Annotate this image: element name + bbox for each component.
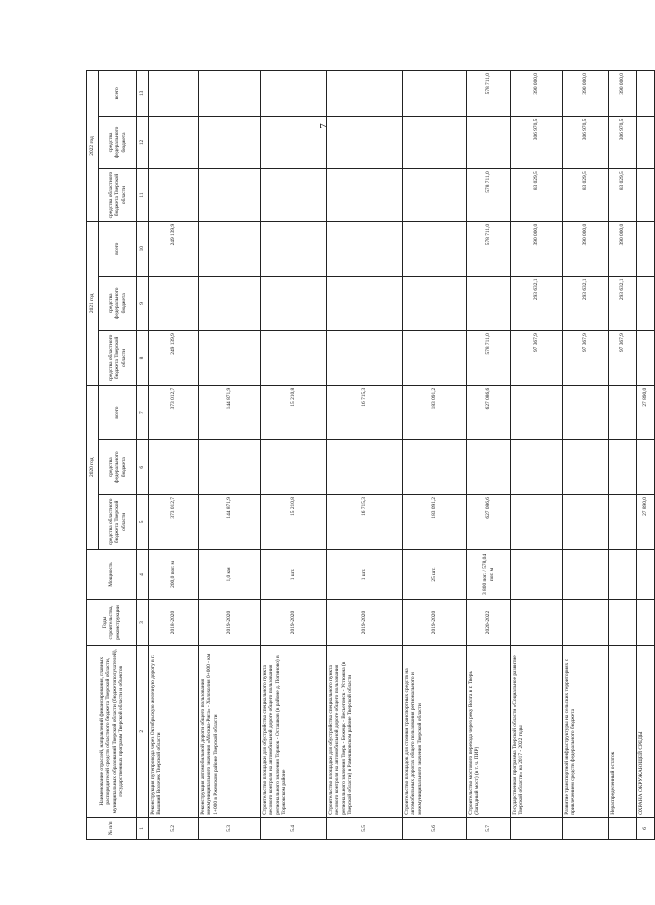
total-2022 bbox=[199, 71, 261, 117]
federal-2021: 293 632,1 bbox=[563, 276, 609, 331]
total-2021 bbox=[327, 221, 403, 276]
row-number: 5.2 bbox=[149, 817, 199, 839]
total-2022 bbox=[637, 71, 655, 117]
index-cell: 2 bbox=[137, 645, 149, 817]
regional-2020: 627 086,6 bbox=[467, 495, 511, 550]
total-2022 bbox=[261, 71, 327, 117]
header-year-2022: 2022 год bbox=[87, 71, 99, 222]
total-2021: 390 000,0 bbox=[511, 221, 563, 276]
page-number: 7 bbox=[318, 123, 330, 129]
total-2021: 390 000,0 bbox=[563, 221, 609, 276]
row-capacity bbox=[609, 549, 637, 600]
federal-2020 bbox=[149, 440, 199, 495]
row-years bbox=[563, 600, 609, 646]
federal-2022: 306 970,5 bbox=[563, 116, 609, 169]
table-row bbox=[149, 71, 199, 840]
federal-2020 bbox=[327, 440, 403, 495]
regional-2020: 27 890,0 bbox=[637, 495, 655, 550]
row-name: Строительство площадки для обустройства специального пункта весового контроля на автомобильной дороге общего пользования регионального значения Тверь - Бежецк - Весьегонск - Устюжна (в Тверской области) в Рамешковском районе Тверской области bbox=[327, 645, 403, 817]
header-year-2020: 2020 год bbox=[87, 385, 99, 549]
row-capacity: 1 шт. bbox=[327, 549, 403, 600]
federal-2021: 293 632,1 bbox=[511, 276, 563, 331]
header-federal-2020: средства федерального бюджета bbox=[99, 440, 137, 495]
header-regional-2020: средства областного бюджета Тверской области bbox=[99, 495, 137, 550]
index-cell: 12 bbox=[137, 116, 149, 169]
regional-2022: 83 029,5 bbox=[563, 169, 609, 222]
column-index-row bbox=[137, 71, 149, 840]
row-number bbox=[563, 817, 609, 839]
total-2020: 144 871,9 bbox=[199, 385, 261, 440]
total-2021 bbox=[403, 221, 467, 276]
regional-2020: 183 091,2 bbox=[403, 495, 467, 550]
index-cell: 7 bbox=[137, 385, 149, 440]
row-years bbox=[609, 600, 637, 646]
row-years: 2019-2020 bbox=[403, 600, 467, 646]
federal-2022 bbox=[403, 116, 467, 169]
index-cell: 10 bbox=[137, 221, 149, 276]
regional-2021: 97 367,9 bbox=[563, 331, 609, 386]
federal-2021 bbox=[403, 276, 467, 331]
federal-2021 bbox=[467, 276, 511, 331]
total-2020 bbox=[511, 385, 563, 440]
row-name: Развитие транспортной инфраструктуры на сельских территориях с привлечением средств федерального бюджета bbox=[563, 645, 609, 817]
row-years bbox=[637, 600, 655, 646]
table-row bbox=[403, 71, 467, 840]
federal-2022 bbox=[637, 116, 655, 169]
header-federal-2022: средства федерального бюджета bbox=[99, 116, 137, 169]
federal-2022 bbox=[199, 116, 261, 169]
regional-2022 bbox=[403, 169, 467, 222]
row-number bbox=[609, 817, 637, 839]
header-total-2020: всего bbox=[99, 385, 137, 440]
total-2021 bbox=[637, 221, 655, 276]
federal-2022 bbox=[327, 116, 403, 169]
total-2022 bbox=[403, 71, 467, 117]
index-cell: 6 bbox=[137, 440, 149, 495]
header-regional-2021: средства областного бюджета Тверской области bbox=[99, 331, 137, 386]
row-capacity: 25 шт. bbox=[403, 549, 467, 600]
table-row bbox=[609, 71, 637, 840]
federal-2022 bbox=[149, 116, 199, 169]
total-2020 bbox=[563, 385, 609, 440]
table-row bbox=[261, 71, 327, 840]
row-capacity: 3 800 пог. / 578,04 пог. м bbox=[467, 549, 511, 600]
total-2022: 578 711,0 bbox=[467, 71, 511, 117]
investment-table bbox=[86, 70, 655, 840]
row-number: 5.7 bbox=[467, 817, 511, 839]
federal-2022 bbox=[261, 116, 327, 169]
total-2020: 627 086,6 bbox=[467, 385, 511, 440]
regional-2022: 83 029,5 bbox=[511, 169, 563, 222]
table-row bbox=[511, 71, 563, 840]
federal-2022: 306 970,5 bbox=[609, 116, 637, 169]
total-2020: 15 210,8 bbox=[261, 385, 327, 440]
total-2020: 373 012,7 bbox=[149, 385, 199, 440]
row-capacity bbox=[563, 549, 609, 600]
index-cell: 11 bbox=[137, 169, 149, 222]
total-2020: 16 715,3 bbox=[327, 385, 403, 440]
federal-2021 bbox=[327, 276, 403, 331]
row-name: Строительство площадки для обустройства специального пункта весового контроля на автомобильной дороге общего пользования регионального значения Торжок - Осташков (в районе д. Погиново) в Торжокском районе bbox=[261, 645, 327, 817]
row-name: Реконструкция путепровода через Октябрьскую железную дорогу в г. Вышний Волочек Тверской области bbox=[149, 645, 199, 817]
row-years: 2019-2020 bbox=[199, 600, 261, 646]
row-capacity bbox=[511, 549, 563, 600]
regional-2020 bbox=[609, 495, 637, 550]
regional-2022 bbox=[261, 169, 327, 222]
federal-2020 bbox=[637, 440, 655, 495]
table-row bbox=[637, 71, 655, 840]
federal-2021 bbox=[261, 276, 327, 331]
total-2022: 390 000,0 bbox=[511, 71, 563, 117]
regional-2020 bbox=[511, 495, 563, 550]
table-row bbox=[467, 71, 511, 840]
row-years: 2019-2020 bbox=[261, 600, 327, 646]
total-2022 bbox=[327, 71, 403, 117]
federal-2021: 293 632,1 bbox=[609, 276, 637, 331]
header-no: № п/п bbox=[87, 817, 137, 839]
row-name: Государственная программа Тверской области «Социальное развитие Тверской области» на 2017 - 2022 годы bbox=[511, 645, 563, 817]
federal-2021 bbox=[637, 276, 655, 331]
regional-2022 bbox=[327, 169, 403, 222]
regional-2022: 83 029,5 bbox=[609, 169, 637, 222]
federal-2020 bbox=[467, 440, 511, 495]
index-cell: 4 bbox=[137, 549, 149, 600]
regional-2020: 373 012,7 bbox=[149, 495, 199, 550]
federal-2020 bbox=[563, 440, 609, 495]
row-years: 2018-2020 bbox=[149, 600, 199, 646]
row-years bbox=[511, 600, 563, 646]
federal-2020 bbox=[199, 440, 261, 495]
regional-2022: 578 711,0 bbox=[467, 169, 511, 222]
index-cell: 5 bbox=[137, 495, 149, 550]
regional-2021 bbox=[637, 331, 655, 386]
federal-2021 bbox=[149, 276, 199, 331]
row-name: Строительство площадок для стоянки транспортных средств на автомобильных дорогах общего пользования регионального и межмуниципального значения Тверской области bbox=[403, 645, 467, 817]
row-number: 5.6 bbox=[403, 817, 467, 839]
regional-2021 bbox=[327, 331, 403, 386]
total-2021: 390 000,0 bbox=[609, 221, 637, 276]
federal-2020 bbox=[403, 440, 467, 495]
row-name: Строительство мостового перехода через реку Волга в г. Тверь (Западный мост) (в т. ч. ПИР) bbox=[467, 645, 511, 817]
index-cell: 8 bbox=[137, 331, 149, 386]
index-cell: 13 bbox=[137, 71, 149, 117]
regional-2022 bbox=[149, 169, 199, 222]
table-row bbox=[327, 71, 403, 840]
regional-2020 bbox=[563, 495, 609, 550]
total-2022: 390 000,0 bbox=[563, 71, 609, 117]
index-cell: 1 bbox=[137, 817, 149, 839]
row-number: 5.4 bbox=[261, 817, 327, 839]
federal-2020 bbox=[609, 440, 637, 495]
total-2021 bbox=[199, 221, 261, 276]
total-2020: 183 091,2 bbox=[403, 385, 467, 440]
federal-2020 bbox=[261, 440, 327, 495]
regional-2021: 249 139,9 bbox=[149, 331, 199, 386]
row-years: 2019-2020 bbox=[327, 600, 403, 646]
header-regional-2022: средства областного бюджета Тверской области bbox=[99, 169, 137, 222]
federal-2021 bbox=[199, 276, 261, 331]
regional-2021 bbox=[261, 331, 327, 386]
table-row bbox=[563, 71, 609, 840]
rotated-page bbox=[86, 70, 649, 840]
index-cell: 3 bbox=[137, 600, 149, 646]
header-year-2021: 2021 год bbox=[87, 221, 99, 385]
row-name: Реконструкция автомобильной дороги общего пользования межмуниципального значения «Москва-Рига» - Холохолня 0+000 - км 1+000 в Ржевском районе Тверской области bbox=[199, 645, 261, 817]
header-federal-2021: средства федерального бюджета bbox=[99, 276, 137, 331]
header-name: Наименование отраслей, направлений финансирования, главных распорядителей средств областного бюджета Тверской области, муниципальных образований Тверской области (бюджетополучателей), государственных программ Тверской области и объектов bbox=[87, 645, 137, 817]
regional-2021: 97 367,9 bbox=[609, 331, 637, 386]
row-capacity: 1,0 км bbox=[199, 549, 261, 600]
row-capacity: 200,0 пог. м bbox=[149, 549, 199, 600]
total-2020: 27 890,0 bbox=[637, 385, 655, 440]
row-number: 6 bbox=[637, 817, 655, 839]
header-total-2021: всего bbox=[99, 221, 137, 276]
regional-2022 bbox=[637, 169, 655, 222]
regional-2021 bbox=[403, 331, 467, 386]
federal-2020 bbox=[511, 440, 563, 495]
row-number bbox=[511, 817, 563, 839]
regional-2022 bbox=[199, 169, 261, 222]
regional-2021: 578 711,0 bbox=[467, 331, 511, 386]
row-capacity bbox=[637, 549, 655, 600]
regional-2020: 15 210,8 bbox=[261, 495, 327, 550]
federal-2022: 306 970,5 bbox=[511, 116, 563, 169]
row-capacity: 1 шт. bbox=[261, 549, 327, 600]
regional-2021 bbox=[199, 331, 261, 386]
regional-2020: 16 715,3 bbox=[327, 495, 403, 550]
row-number: 5.3 bbox=[199, 817, 261, 839]
total-2022: 390 000,0 bbox=[609, 71, 637, 117]
total-2021 bbox=[261, 221, 327, 276]
regional-2021: 97 367,9 bbox=[511, 331, 563, 386]
total-2021: 578 711,0 bbox=[467, 221, 511, 276]
row-name: Нераспределенный остаток bbox=[609, 645, 637, 817]
header-capacity: Мощность bbox=[87, 549, 137, 600]
header-total-2022: всего bbox=[99, 71, 137, 117]
total-2022 bbox=[149, 71, 199, 117]
table-row bbox=[199, 71, 261, 840]
header-years: Годы строительства, реконструкции bbox=[87, 600, 137, 646]
total-2020 bbox=[609, 385, 637, 440]
total-2021: 249 139,9 bbox=[149, 221, 199, 276]
index-cell: 9 bbox=[137, 276, 149, 331]
regional-2020: 144 871,9 bbox=[199, 495, 261, 550]
row-name: ОХРАНА ОКРУЖАЮЩЕЙ СРЕДЫ bbox=[637, 645, 655, 817]
row-number: 5.5 bbox=[327, 817, 403, 839]
row-years: 2020-2022 bbox=[467, 600, 511, 646]
federal-2022 bbox=[467, 116, 511, 169]
